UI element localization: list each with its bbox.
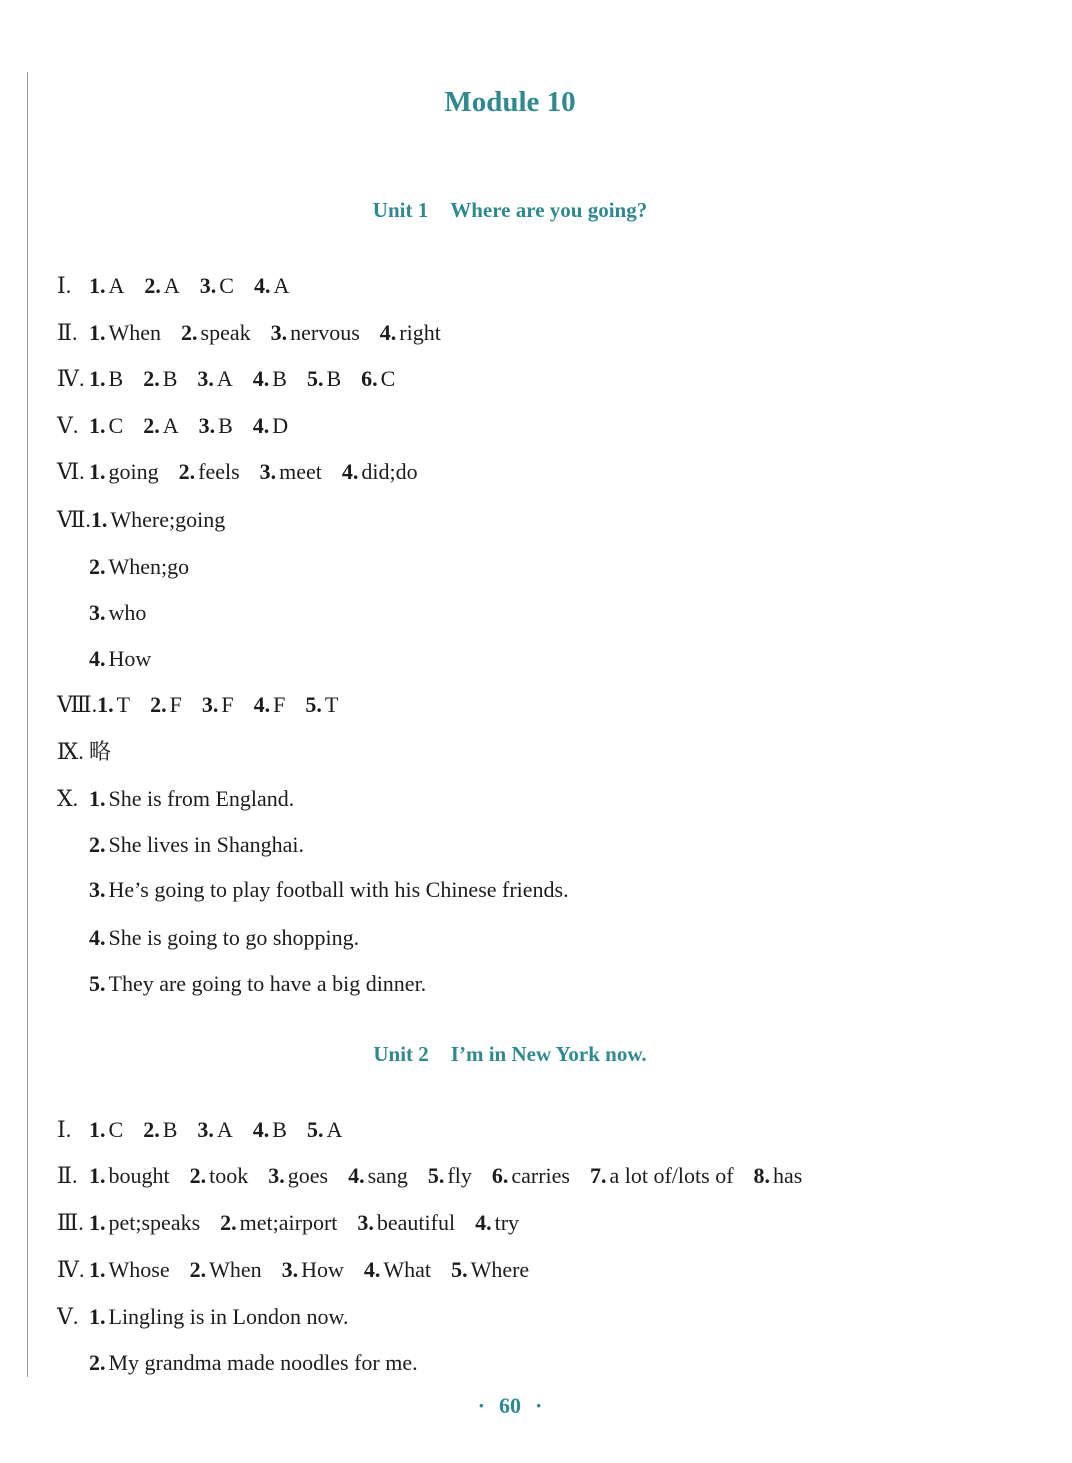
answer-item — [89, 1163, 170, 1188]
page-dot-right: · — [535, 1393, 543, 1418]
answer-text: A — [216, 366, 233, 391]
answer-item — [254, 692, 286, 717]
answer-text: bought — [108, 1163, 170, 1188]
answer-item — [220, 1210, 337, 1235]
answer-item — [181, 320, 251, 345]
answer-number: 1. — [89, 1257, 106, 1282]
answer-item — [150, 692, 182, 717]
section-numeral: Ⅴ. — [57, 413, 79, 438]
answer-number: 1. — [89, 413, 106, 438]
answer-line — [57, 412, 308, 440]
answer-text: right — [399, 320, 441, 345]
answer-item — [492, 1163, 570, 1188]
answer-number: 2. — [150, 692, 167, 717]
answer-item — [89, 971, 426, 996]
answer-item — [89, 877, 569, 902]
answer-item — [89, 1350, 418, 1375]
answer-item — [89, 366, 123, 391]
answer-text: A — [162, 413, 179, 438]
answer-text: When;go — [108, 554, 190, 579]
answer-text: They are going to have a big dinner. — [108, 971, 427, 996]
answer-item — [143, 1117, 177, 1142]
answer-item — [89, 1304, 348, 1329]
answer-text: carries — [511, 1163, 570, 1188]
answer-text: a lot of/lots of — [609, 1163, 734, 1188]
answer-item — [253, 413, 288, 438]
answer-number: 2. — [144, 273, 161, 298]
answer-number: 3. — [199, 273, 217, 298]
answer-text: did;do — [361, 459, 418, 484]
answer-number: 3. — [281, 1257, 299, 1282]
answer-item — [190, 1163, 249, 1188]
answer-text: He’s going to play football with his Chinese friends. — [108, 877, 569, 902]
answer-text: B — [162, 366, 178, 391]
answer-number: 1. — [89, 1117, 106, 1142]
answer-number: 2. — [178, 459, 196, 484]
answer-line — [89, 599, 166, 627]
answer-text: T — [116, 692, 131, 717]
answer-text: She is from England. — [108, 786, 295, 811]
answer-line — [57, 319, 461, 347]
answer-text: How — [108, 646, 152, 671]
answer-item — [451, 1257, 529, 1282]
answer-number: 3. — [357, 1210, 374, 1235]
answer-line — [89, 876, 589, 904]
answer-number: 2. — [143, 366, 160, 391]
section-numeral: Ⅱ. — [57, 1163, 78, 1188]
answer-text: Lingling is in London now. — [108, 1304, 349, 1329]
answer-item — [282, 1257, 344, 1282]
answer-item — [143, 366, 177, 391]
answer-item — [253, 1117, 287, 1142]
answer-text: A — [326, 1117, 343, 1142]
unit2-label: Unit 2 — [373, 1042, 429, 1066]
module-title: Module 10 — [444, 86, 576, 118]
answer-text: F — [273, 692, 286, 717]
answer-number: 1. — [89, 320, 106, 345]
section-numeral: Ⅳ. — [57, 1257, 85, 1282]
section-numeral: Ⅰ. — [57, 273, 72, 298]
answer-number: 1. — [90, 507, 108, 532]
answer-text: When — [209, 1257, 262, 1282]
answer-text: F — [221, 692, 234, 717]
answer-text: try — [494, 1210, 520, 1235]
answer-item — [91, 507, 225, 532]
answer-text: B — [326, 366, 342, 391]
answer-text: goes — [287, 1163, 329, 1188]
answer-number: 4. — [363, 1257, 381, 1282]
answer-line — [57, 365, 415, 393]
answer-item — [143, 413, 178, 438]
answer-text: feels — [198, 459, 240, 484]
answer-number: 4. — [379, 320, 397, 345]
answer-number: 4. — [252, 413, 270, 438]
answer-number: 1. — [89, 786, 106, 811]
answer-text: 略 — [89, 739, 112, 764]
answer-text: B — [218, 413, 233, 438]
answer-number: 3. — [197, 366, 214, 391]
answer-text: B — [162, 1117, 178, 1142]
answer-line — [57, 738, 131, 766]
answer-number: 6. — [361, 366, 378, 391]
answer-item — [89, 925, 359, 950]
unit1-heading — [0, 198, 1020, 223]
section-numeral: Ⅳ. — [57, 366, 85, 391]
section-numeral: Ⅸ. — [57, 739, 84, 764]
answer-number: 2. — [220, 1210, 237, 1235]
answer-number: 5. — [306, 366, 324, 391]
unit2-heading — [0, 1042, 1020, 1067]
answer-number: 3. — [270, 320, 288, 345]
answer-number: 1. — [89, 1163, 106, 1188]
answer-line — [57, 1116, 362, 1144]
answer-number: 1. — [89, 366, 106, 391]
answer-number: 3. — [259, 459, 277, 484]
answer-number: 2. — [143, 1117, 160, 1142]
answer-number: 2. — [89, 554, 106, 579]
answer-item — [197, 366, 232, 391]
answer-number: 3. — [89, 600, 106, 625]
answer-number: 2. — [189, 1257, 207, 1282]
answer-number: 2. — [143, 413, 160, 438]
answer-number: 4. — [475, 1210, 492, 1235]
answer-line — [57, 691, 358, 719]
answer-item — [348, 1163, 408, 1188]
answer-text: A — [216, 1117, 233, 1142]
answer-number: 7. — [589, 1163, 607, 1188]
answer-item — [89, 320, 161, 345]
answer-item — [89, 832, 304, 857]
answer-text: going — [108, 459, 159, 484]
section-numeral: Ⅶ. — [57, 507, 91, 532]
answer-item — [97, 692, 130, 717]
answer-text: beautiful — [376, 1210, 456, 1235]
answer-number: 3. — [197, 1117, 214, 1142]
answer-text: meet — [279, 459, 322, 484]
answer-number: 1. — [89, 273, 106, 298]
answer-item — [89, 600, 146, 625]
answer-text: She is going to go shopping. — [108, 925, 360, 950]
answer-text: has — [773, 1163, 803, 1188]
answer-number: 4. — [252, 366, 270, 391]
unit2-name: I’m in New York now. — [450, 1042, 647, 1066]
answer-text: C — [219, 273, 234, 298]
answer-text: My grandma made noodles for me. — [108, 1350, 418, 1375]
answer-item — [199, 413, 233, 438]
answer-text: How — [301, 1257, 344, 1282]
answer-item — [89, 1117, 123, 1142]
answer-number: 4. — [253, 273, 271, 298]
answer-number: 4. — [253, 692, 271, 717]
answer-item — [475, 1210, 519, 1235]
answer-item — [200, 273, 234, 298]
answer-item — [342, 459, 418, 484]
answer-text: B — [272, 1117, 287, 1142]
answer-line — [57, 785, 314, 813]
answer-line — [89, 645, 171, 673]
answer-line — [89, 1349, 438, 1377]
answer-text: When — [108, 320, 162, 345]
answer-item — [364, 1257, 431, 1282]
answer-item — [253, 366, 287, 391]
answer-item — [89, 786, 294, 811]
answer-item — [179, 459, 240, 484]
page-number — [0, 1393, 1020, 1419]
answer-text: What — [383, 1257, 432, 1282]
answer-text: fly — [447, 1163, 472, 1188]
answer-item — [144, 273, 179, 298]
answer-text: C — [108, 1117, 124, 1142]
answer-text: met;airport — [239, 1210, 338, 1235]
answer-number: 5. — [305, 692, 322, 717]
answer-item — [190, 1257, 262, 1282]
answer-text: A — [163, 273, 180, 298]
answer-line — [89, 553, 209, 581]
answer-item — [254, 273, 289, 298]
answer-text: Whose — [108, 1257, 170, 1282]
answer-text: F — [169, 692, 182, 717]
answer-text: Where — [470, 1257, 530, 1282]
answer-number: 8. — [753, 1163, 771, 1188]
answer-item — [89, 1210, 200, 1235]
answer-number: 4. — [348, 1163, 365, 1188]
answer-line — [89, 924, 379, 952]
page-number-value: 60 — [499, 1393, 521, 1418]
answer-line — [89, 831, 324, 859]
unit1-name: Where are you going? — [450, 198, 648, 222]
answer-line — [57, 1162, 822, 1190]
answer-text: pet;speaks — [108, 1210, 201, 1235]
answer-number: 1. — [89, 1210, 106, 1235]
answer-text: She lives in Shanghai. — [108, 832, 305, 857]
answer-item — [305, 692, 338, 717]
answer-number: 3. — [201, 692, 219, 717]
answer-number: 5. — [427, 1163, 445, 1188]
answer-number: 2. — [189, 1163, 207, 1188]
answer-text: A — [108, 273, 125, 298]
answer-text: A — [273, 273, 290, 298]
answer-number: 1. — [89, 459, 106, 484]
answer-item — [307, 1117, 342, 1142]
answer-number: 2. — [181, 320, 198, 345]
answer-text: who — [108, 600, 147, 625]
answer-text: C — [108, 413, 124, 438]
answer-number: 5. — [89, 971, 106, 996]
answer-item — [428, 1163, 472, 1188]
answer-text: took — [209, 1163, 249, 1188]
margin-rule — [27, 72, 28, 1377]
answer-item — [268, 1163, 328, 1188]
answer-item — [754, 1163, 803, 1188]
answer-item — [89, 554, 189, 579]
answer-number: 6. — [491, 1163, 509, 1188]
answer-item — [89, 646, 151, 671]
answer-text: speak — [200, 320, 251, 345]
answer-number: 5. — [306, 1117, 324, 1142]
answer-line — [57, 1209, 539, 1237]
answer-number: 1. — [89, 1304, 106, 1329]
answer-text: D — [272, 413, 289, 438]
answer-line — [57, 506, 245, 534]
answer-number: 5. — [451, 1257, 468, 1282]
answer-item — [89, 1257, 170, 1282]
section-numeral: Ⅲ. — [57, 1210, 84, 1235]
answer-item — [202, 692, 234, 717]
answer-line — [57, 1303, 368, 1331]
section-numeral: Ⅴ. — [57, 1304, 79, 1329]
answer-number: 4. — [252, 1117, 270, 1142]
answer-number: 3. — [89, 877, 106, 902]
answer-number: 1. — [97, 692, 114, 717]
answer-item — [380, 320, 441, 345]
answer-text: B — [108, 366, 124, 391]
answer-item — [307, 366, 341, 391]
answer-text: nervous — [290, 320, 360, 345]
answer-item — [260, 459, 322, 484]
section-numeral: Ⅱ. — [57, 320, 78, 345]
answer-text: Where;going — [110, 507, 226, 532]
answer-number: 2. — [89, 832, 106, 857]
answer-number: 4. — [341, 459, 359, 484]
section-numeral: Ⅹ. — [57, 786, 79, 811]
answer-line — [57, 1256, 549, 1284]
answer-item — [89, 273, 124, 298]
answer-number: 4. — [89, 646, 106, 671]
answer-line — [89, 970, 446, 998]
answer-text: sang — [367, 1163, 408, 1188]
answer-line — [57, 272, 309, 300]
answer-text: C — [380, 366, 396, 391]
unit1-label: Unit 1 — [372, 198, 429, 222]
section-numeral: Ⅷ. — [57, 692, 98, 717]
answer-text: T — [324, 692, 339, 717]
answer-number: 4. — [89, 925, 106, 950]
answer-item — [271, 320, 360, 345]
answer-item — [89, 739, 111, 764]
answer-item — [357, 1210, 455, 1235]
answer-number: 3. — [268, 1163, 285, 1188]
answer-number: 3. — [198, 413, 216, 438]
answer-text: B — [272, 366, 287, 391]
answer-line — [57, 458, 438, 486]
answer-item — [89, 413, 123, 438]
section-numeral: Ⅵ. — [57, 459, 85, 484]
answer-item — [197, 1117, 232, 1142]
section-numeral: Ⅰ. — [57, 1117, 72, 1142]
answer-number: 2. — [89, 1350, 106, 1375]
answer-item — [590, 1163, 734, 1188]
answer-item — [361, 366, 395, 391]
answer-item — [89, 459, 159, 484]
page-dot-left: · — [477, 1393, 485, 1418]
